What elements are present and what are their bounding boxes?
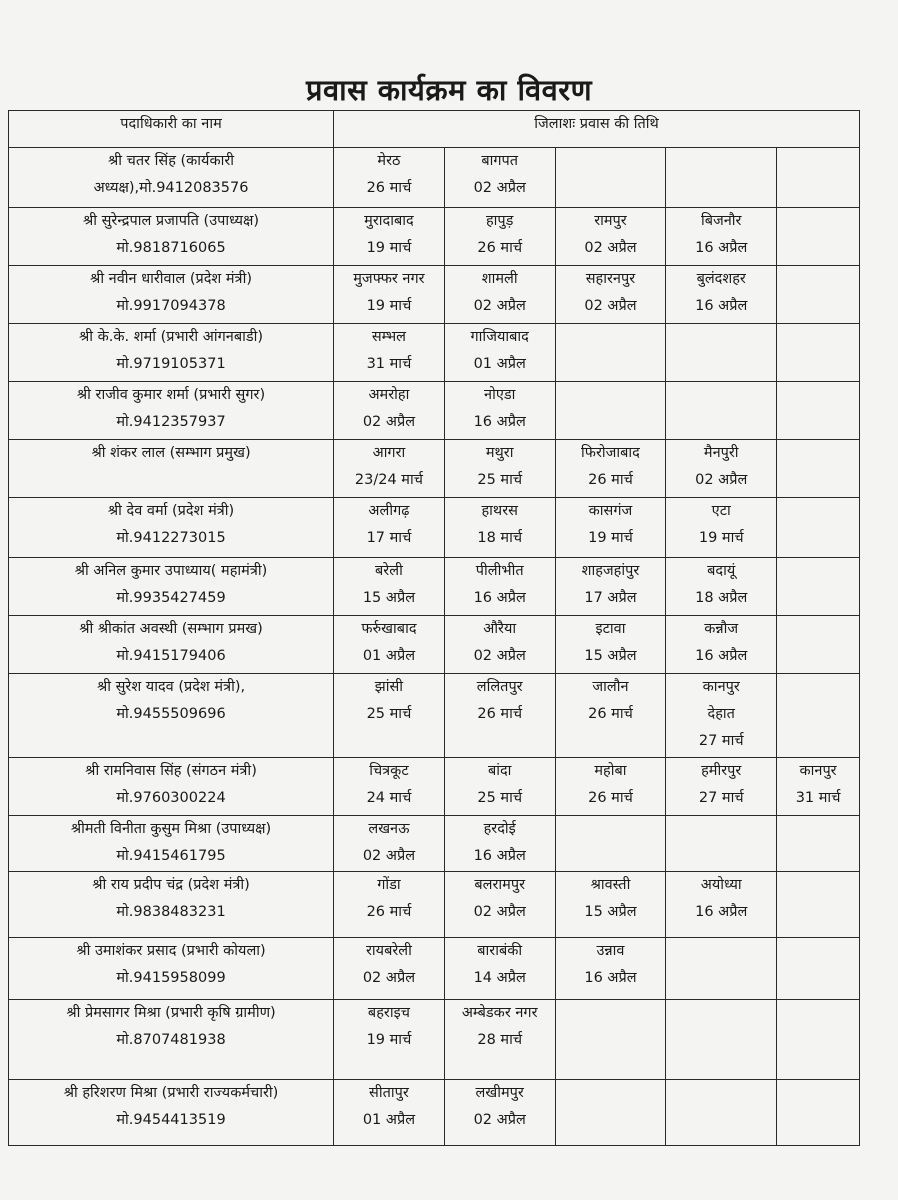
table-row (9, 1000, 860, 1080)
visit-date: 19 मार्च (366, 298, 412, 314)
official-name: श्री राजीव कुमार शर्मा (प्रभारी सुगर) (76, 387, 266, 403)
visit-cell (334, 440, 445, 498)
visit-cell (444, 758, 555, 816)
table-row (9, 616, 860, 674)
header-row (9, 111, 860, 148)
visit-date: 19 मार्च (366, 240, 412, 256)
visit-date: 01 अप्रैल (473, 356, 526, 372)
official-name: श्री चतर सिंह (कार्यकारी (108, 153, 235, 169)
official-mobile: मो.9917094378 (116, 298, 226, 314)
visit-date: 19 मार्च (588, 530, 633, 546)
visit-cell (555, 382, 666, 440)
visit-cell (334, 558, 445, 616)
visit-date: 16 अप्रैल (473, 848, 526, 864)
district-name: लखीमपुर (475, 1085, 524, 1101)
district-name: गाजियाबाद (470, 329, 529, 345)
visit-date: 02 अप्रैल (473, 180, 526, 196)
visit-cell (666, 872, 777, 938)
district-name: आगरा (372, 445, 406, 461)
district-name: रायबरेली (365, 943, 412, 959)
district-name: सम्भल (371, 329, 407, 345)
visit-cell (444, 1000, 555, 1080)
header-name: पदाधिकारी का नाम (9, 111, 334, 148)
visit-date: 02 अप्रैल (362, 848, 416, 864)
visit-cell (555, 872, 666, 938)
visit-cell (555, 440, 666, 498)
visit-cell (334, 324, 445, 382)
visit-cell (555, 758, 666, 816)
official-mobile: मो.9818716065 (116, 240, 226, 256)
visit-cell (666, 148, 777, 208)
district-name: फिरोजाबाद (581, 445, 640, 461)
district-name: एटा (711, 503, 731, 519)
official-name: श्री उमाशंकर प्रसाद (प्रभारी कोयला) (76, 943, 266, 959)
visit-cell (777, 208, 860, 266)
district-name: मेरठ (377, 153, 401, 169)
visit-cell (777, 382, 860, 440)
district-name: पीलीभीत (475, 563, 524, 579)
official-name: श्री श्रीकांत अवस्थी (सम्भाग प्रमख) (79, 621, 263, 637)
visit-date: 15 अप्रैल (584, 648, 637, 664)
visit-cell (666, 758, 777, 816)
district-name: उन्नाव (596, 943, 625, 959)
visit-date: 25 मार्च (477, 472, 523, 488)
district-name: अमरोहा (368, 387, 410, 403)
official-cell (9, 938, 334, 1000)
district-name: कन्नौज (704, 621, 739, 637)
visit-date: 19 मार्च (698, 530, 744, 546)
visit-date: 28 मार्च (477, 1032, 523, 1048)
visit-cell (334, 616, 445, 674)
header-district-date: जिलाशः प्रवास की तिथि (334, 111, 860, 148)
district-name: कासगंज (588, 503, 633, 519)
visit-cell (666, 324, 777, 382)
district-name: गोंडा (377, 877, 401, 893)
visit-cell (777, 558, 860, 616)
official-cell (9, 674, 334, 758)
district-name: जालौन (592, 679, 629, 695)
visit-date: 15 अप्रैल (584, 904, 637, 920)
district-name: सीतापुर (369, 1085, 409, 1101)
official-name: श्रीमती विनीता कुसुम मिश्रा (उपाध्यक्ष) (70, 821, 272, 837)
district-name: बांदा (487, 763, 512, 779)
district-name: ललितपुर (476, 679, 523, 695)
visit-date: 01 अप्रैल (362, 648, 416, 664)
visit-cell (334, 872, 445, 938)
visit-cell (666, 674, 777, 758)
visit-cell (777, 674, 860, 758)
district-name: झांसी (374, 679, 404, 695)
district-name: चित्रकूट (369, 763, 409, 779)
visit-cell (777, 1080, 860, 1146)
official-name: श्री नवीन धारीवाल (प्रदेश मंत्री) (90, 271, 252, 287)
official-cell (9, 498, 334, 558)
visit-date: 02 अप्रैल (584, 240, 637, 256)
official-name: श्री सुरेश यादव (प्रदेश मंत्री), (96, 679, 246, 695)
table-row (9, 440, 860, 498)
visit-cell (334, 148, 445, 208)
official-mobile: मो.9454413519 (116, 1112, 226, 1128)
visit-date: 16 अप्रैल (695, 648, 748, 664)
visit-cell (777, 1000, 860, 1080)
visit-cell (555, 324, 666, 382)
official-mobile: मो.8707481938 (116, 1032, 226, 1048)
visit-cell (666, 382, 777, 440)
visit-cell (555, 938, 666, 1000)
visit-date: 26 मार्च (588, 472, 633, 488)
visit-date: 02 अप्रैल (473, 298, 526, 314)
visit-date: 19 मार्च (366, 1032, 412, 1048)
district-name: बाराबंकी (477, 943, 523, 959)
visit-cell (444, 1080, 555, 1146)
district-name: हाथरस (481, 503, 518, 519)
visit-date: 16 अप्रैल (473, 590, 526, 606)
district-name: सहारनपुर (585, 271, 636, 287)
official-mobile: मो.9760300224 (116, 790, 226, 806)
district-name: अम्बेडकर नगर (461, 1005, 538, 1021)
visit-cell (555, 266, 666, 324)
visit-cell (334, 1000, 445, 1080)
visit-cell (334, 208, 445, 266)
visit-cell (555, 208, 666, 266)
visit-cell (334, 758, 445, 816)
official-mobile: मो.9412273015 (116, 530, 226, 546)
visit-date: 17 मार्च (366, 530, 412, 546)
visit-date: 23/24 मार्च (354, 472, 423, 488)
visit-date: 31 मार्च (795, 790, 841, 806)
visit-cell (334, 266, 445, 324)
visit-date: 25 मार्च (477, 790, 523, 806)
visit-date: 02 अप्रैल (473, 1112, 526, 1128)
visit-date: 16 अप्रैल (473, 414, 526, 430)
official-name: श्री शंकर लाल (सम्भाग प्रमुख) (91, 445, 251, 461)
official-mobile: मो.9415958099 (116, 970, 226, 986)
official-cell (9, 440, 334, 498)
visit-cell (666, 440, 777, 498)
official-cell (9, 266, 334, 324)
official-cell (9, 758, 334, 816)
official-name: श्री हरिशरण मिश्रा (प्रभारी राज्यकर्मचारी) (63, 1085, 279, 1101)
visit-date: 26 मार्च (588, 706, 633, 722)
visit-date: 26 मार्च (588, 790, 633, 806)
official-mobile: मो.9455509696 (116, 706, 226, 722)
table-row (9, 208, 860, 266)
visit-cell (666, 1080, 777, 1146)
visit-cell (444, 266, 555, 324)
visit-date: 16 अप्रैल (695, 904, 748, 920)
table-row (9, 938, 860, 1000)
visit-date: 16 अप्रैल (695, 298, 748, 314)
visit-cell (666, 498, 777, 558)
official-name: श्री के.के. शर्मा (प्रभारी आंगनबाडी) (79, 329, 264, 345)
visit-cell (444, 616, 555, 674)
visit-date: 26 मार्च (366, 180, 412, 196)
visit-date: 26 मार्च (366, 904, 412, 920)
district-name: बुलंदशहर (696, 271, 746, 287)
visit-date: 14 अप्रैल (473, 970, 526, 986)
official-name: श्री देव वर्मा (प्रदेश मंत्री) (107, 503, 235, 519)
official-cell (9, 324, 334, 382)
district-name: नोएडा (484, 387, 516, 403)
visit-cell (444, 208, 555, 266)
district-name: शामली (481, 271, 518, 287)
table-row (9, 382, 860, 440)
visit-cell (334, 938, 445, 1000)
visit-cell (334, 498, 445, 558)
visit-date: 02 अप्रैल (695, 472, 748, 488)
visit-cell (777, 816, 860, 872)
visit-date: 02 अप्रैल (362, 414, 416, 430)
table-row (9, 758, 860, 816)
visit-date: 01 अप्रैल (362, 1112, 416, 1128)
table-row (9, 498, 860, 558)
visit-cell (555, 674, 666, 758)
district-name: अयोध्या (700, 877, 742, 893)
visit-cell (666, 816, 777, 872)
visit-date: 27 मार्च (698, 733, 744, 749)
visit-cell (555, 1080, 666, 1146)
visit-date: 25 मार्च (366, 706, 412, 722)
official-mobile: मो.9935427459 (116, 590, 226, 606)
visit-cell (777, 872, 860, 938)
page-title: प्रवास कार्यक्रम का विवरण (305, 73, 593, 107)
visit-date: 26 मार्च (477, 706, 523, 722)
official-name: श्री प्रेमसागर मिश्रा (प्रभारी कृषि ग्रामीण) (66, 1005, 276, 1021)
table-row (9, 674, 860, 758)
official-cell (9, 382, 334, 440)
table-row (9, 324, 860, 382)
official-cell (9, 816, 334, 872)
visit-date: 31 मार्च (366, 356, 412, 372)
visit-cell (777, 758, 860, 816)
district-name: मुरादाबाद (364, 213, 414, 229)
district-name: मथुरा (485, 445, 514, 461)
district-name: बरेली (375, 563, 403, 579)
district-name: महोबा (594, 763, 627, 779)
visit-cell (666, 558, 777, 616)
visit-cell (444, 498, 555, 558)
district-name-cont: देहात (707, 706, 735, 722)
visit-cell (555, 616, 666, 674)
visit-cell (444, 324, 555, 382)
district-name: बहराइच (367, 1005, 410, 1021)
visit-cell (444, 674, 555, 758)
visit-cell (666, 938, 777, 1000)
visit-date: 16 अप्रैल (695, 240, 748, 256)
district-name: रामपुर (594, 213, 627, 229)
visit-cell (444, 816, 555, 872)
table-row (9, 872, 860, 938)
visit-date: 02 अप्रैल (473, 904, 526, 920)
district-name: बदायूं (707, 563, 736, 579)
visit-cell (444, 938, 555, 1000)
district-name: औरैया (483, 621, 517, 637)
official-cell (9, 1000, 334, 1080)
district-name: अलीगढ़ (368, 503, 410, 519)
visit-cell (334, 1080, 445, 1146)
visit-date: 18 अप्रैल (695, 590, 748, 606)
tour-schedule-table (8, 110, 860, 1146)
visit-cell (666, 208, 777, 266)
district-name: बिजनौर (700, 213, 742, 229)
official-cell (9, 558, 334, 616)
visit-cell (444, 148, 555, 208)
table-row (9, 816, 860, 872)
visit-cell (777, 440, 860, 498)
visit-cell (777, 498, 860, 558)
visit-cell (444, 440, 555, 498)
table-row (9, 1080, 860, 1146)
visit-cell (444, 382, 555, 440)
official-cell (9, 872, 334, 938)
visit-cell (334, 816, 445, 872)
visit-cell (666, 266, 777, 324)
table-row (9, 148, 860, 208)
official-cell (9, 616, 334, 674)
visit-cell (777, 266, 860, 324)
visit-cell (777, 938, 860, 1000)
district-name: इटावा (595, 621, 626, 637)
official-mobile: मो.9412357937 (116, 414, 226, 430)
visit-cell (555, 816, 666, 872)
visit-date: 24 मार्च (366, 790, 412, 806)
official-name: श्री राय प्रदीप चंद्र (प्रदेश मंत्री) (92, 877, 250, 893)
visit-cell (555, 498, 666, 558)
district-name: लखनऊ (368, 821, 410, 837)
visit-date: 17 अप्रैल (584, 590, 637, 606)
visit-cell (444, 558, 555, 616)
official-mobile: मो.9415179406 (116, 648, 226, 664)
visit-date: 15 अप्रैल (362, 590, 416, 606)
table-row (9, 558, 860, 616)
visit-date: 27 मार्च (698, 790, 744, 806)
visit-cell (777, 616, 860, 674)
official-name: श्री सुरेन्द्रपाल प्रजापति (उपाध्यक्ष) (82, 213, 260, 229)
visit-cell (444, 872, 555, 938)
visit-cell (666, 1000, 777, 1080)
official-cell (9, 1080, 334, 1146)
visit-cell (555, 1000, 666, 1080)
official-mobile: मो.9415461795 (116, 848, 226, 864)
visit-date: 26 मार्च (477, 240, 523, 256)
district-name: बागपत (481, 153, 519, 169)
visit-date: 18 मार्च (477, 530, 523, 546)
district-name: हमीरपुर (701, 763, 742, 779)
visit-cell (555, 558, 666, 616)
official-cell (9, 148, 334, 208)
visit-date: 02 अप्रैल (584, 298, 637, 314)
district-name: हापुड़ (485, 213, 514, 229)
visit-date: 02 अप्रैल (473, 648, 526, 664)
district-name: हरदोई (483, 821, 516, 837)
visit-date: 16 अप्रैल (584, 970, 637, 986)
visit-date: 02 अप्रैल (362, 970, 416, 986)
district-name: कानपुर (799, 763, 837, 779)
district-name: फर्रुखाबाद (361, 621, 417, 637)
district-name: मैनपुरी (703, 445, 739, 461)
visit-cell (334, 674, 445, 758)
visit-cell (666, 616, 777, 674)
district-name: कानपुर (702, 679, 740, 695)
official-name: श्री अनिल कुमार उपाध्याय( महामंत्री) (74, 563, 268, 579)
visit-cell (777, 148, 860, 208)
visit-cell (777, 324, 860, 382)
official-cell (9, 208, 334, 266)
official-mobile: मो.9838483231 (116, 904, 226, 920)
district-name: मुजफ्फर नगर (353, 271, 425, 287)
district-name: बलरामपुर (474, 877, 526, 893)
visit-cell (555, 148, 666, 208)
official-mobile: अध्यक्ष),मो.9412083576 (93, 180, 249, 196)
district-name: श्रावस्ती (590, 877, 631, 893)
official-name: श्री रामनिवास सिंह (संगठन मंत्री) (85, 763, 257, 779)
visit-cell (334, 382, 445, 440)
table-row (9, 266, 860, 324)
district-name: शाहजहांपुर (581, 563, 640, 579)
official-mobile: मो.9719105371 (116, 356, 226, 372)
